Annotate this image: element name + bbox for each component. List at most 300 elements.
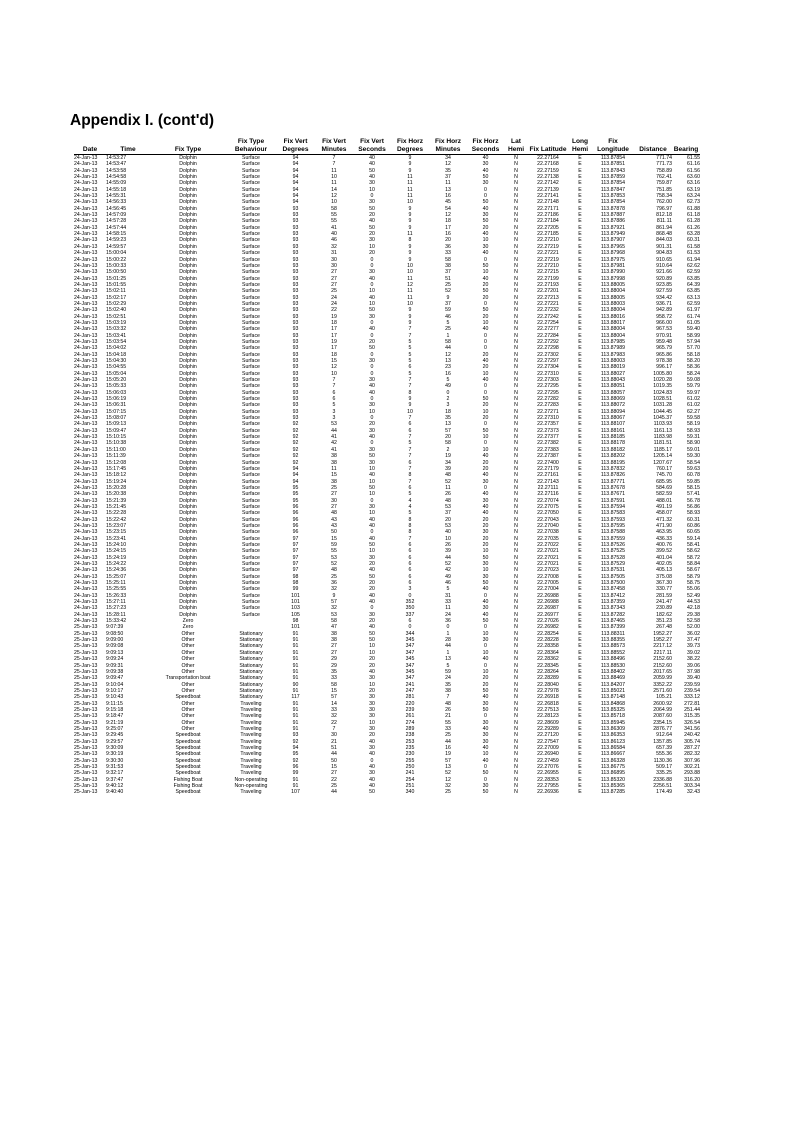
cell-fix-vert-minutes: 32 [331,713,337,720]
cell-time: 15:04:30 [106,358,127,364]
cell-bearing: 60.86 [687,522,700,529]
cell-fix-type-behaviour: Surface [242,389,260,396]
cell-fix-type-behaviour: Stationary [239,687,263,694]
cell-fix-latitude: 22.28364 [537,649,559,656]
col-header-fix-latitude: Fix Latitude [529,146,567,153]
cell-long-hemi: E [578,668,582,675]
cell-time: 9:29:57 [106,738,124,745]
cell-fix-vert-seconds: 30 [369,770,375,777]
cell-fix-vert-minutes: 27 [331,491,337,498]
cell-distance: 458.07 [656,510,672,517]
cell-fix-vert-seconds: 0 [370,497,374,504]
cell-time: 9:09:47 [106,675,124,682]
cell-fix-horz-seconds: 0 [484,300,487,307]
cell-bearing: 63.19 [687,186,700,193]
cell-fix-vert-degrees: 93 [292,224,299,231]
cell-fix-vert-seconds: 10 [369,510,375,517]
cell-fix-horz-seconds: 20 [482,516,489,523]
cell-long-hemi: E [578,250,582,257]
cell-lat-hemi: N [514,199,518,206]
cell-fix-horz-seconds: 50 [482,288,489,295]
cell-fix-type-behaviour: Stationary [239,630,263,637]
cell-fix-horz-seconds: 10 [482,567,489,574]
cell-lat-hemi: N [514,592,518,599]
cell-fix-type: Dolphin [179,396,197,403]
cell-long-hemi: E [578,643,582,650]
cell-long-hemi: E [578,675,582,682]
cell-fix-longitude: 113.85320 [600,776,626,783]
cell-fix-type-behaviour: Stationary [239,643,263,650]
cell-fix-latitude: 22.27978 [537,687,559,694]
cell-distance: 965.86 [656,351,672,358]
cell-fix-vert-minutes: 6 [332,396,336,403]
cell-fix-vert-seconds: 30 [369,675,375,682]
cell-fix-vert-degrees: 96 [292,764,299,770]
cell-fix-vert-minutes: 5 [332,402,336,409]
cell-fix-horz-degrees: 241 [405,770,415,777]
cell-bearing: 38.22 [687,656,700,663]
cell-time: 15:02:17 [106,294,127,301]
cell-time: 14:58:15 [106,231,127,238]
cell-fix-vert-degrees: 93 [292,402,299,409]
cell-distance: 812.18 [656,212,672,219]
cell-fix-vert-seconds: 40 [369,624,375,631]
cell-date: 24-Jan-13 [74,459,98,466]
cell-fix-vert-degrees: 97 [292,567,299,574]
cell-fix-vert-minutes: 38 [331,453,337,460]
cell-fix-type: Dolphin [179,497,197,504]
cell-fix-longitude: 113.88355 [600,637,626,644]
cell-long-hemi: E [578,218,582,225]
cell-time: 15:06:31 [106,402,127,409]
cell-fix-vert-seconds: 0 [370,757,374,764]
cell-date: 24-Jan-13 [74,256,98,263]
cell-fix-horz-seconds: 0 [484,186,487,193]
cell-date: 24-Jan-13 [74,618,98,625]
cell-bearing: 62.59 [687,300,700,307]
cell-fix-vert-seconds: 40 [369,472,375,479]
cell-fix-vert-degrees: 101 [291,592,300,599]
cell-fix-type: Dolphin [179,224,197,231]
cell-distance: 1103.93 [653,421,672,428]
cell-distance: 335.25 [656,770,672,777]
cell-fix-vert-degrees: 93 [292,205,299,212]
cell-fix-vert-minutes: 41 [331,434,337,441]
cell-fix-horz-seconds: 10 [482,434,489,441]
cell-fix-horz-degrees: 238 [405,732,415,739]
cell-fix-vert-minutes: 27 [331,643,337,650]
cell-fix-horz-minutes: 48 [445,472,451,479]
cell-lat-hemi: N [514,446,518,453]
cell-fix-horz-degrees: 9 [408,402,412,409]
cell-fix-vert-seconds: 20 [369,618,375,625]
cell-fix-vert-minutes: 21 [331,738,337,745]
cell-fix-type: Other [181,668,195,675]
cell-time: 15:08:07 [106,415,127,422]
cell-lat-hemi: N [514,503,518,510]
cell-bearing: 60.31 [687,516,700,523]
cell-fix-horz-minutes: 16 [445,744,451,751]
cell-fix-longitude: 113.88496 [600,656,626,663]
cell-lat-hemi: N [514,313,518,320]
cell-long-hemi: E [578,561,582,567]
cell-fix-horz-degrees: 8 [408,529,412,536]
cell-time: 9:10:17 [106,687,124,694]
cell-fix-longitude: 113.87412 [600,592,626,599]
cell-lat-hemi: N [514,167,518,174]
cell-fix-type: Dolphin [179,193,197,200]
cell-fix-horz-degrees: 9 [408,243,412,250]
cell-fix-type: Dolphin [179,478,197,485]
cell-fix-vert-degrees: 93 [292,415,299,422]
cell-fix-latitude: 22.27138 [537,174,559,181]
cell-fix-longitude: 113.87998 [600,275,626,282]
cell-fix-type: Speedboat [175,744,201,751]
cell-fix-horz-degrees: 10 [407,300,413,307]
cell-fix-latitude: 22.27295 [537,389,559,396]
cell-fix-vert-minutes: 10 [331,174,337,181]
cell-distance: 901.31 [656,243,672,250]
cell-bearing: 63.60 [687,174,700,181]
cell-fix-latitude: 22.28254 [537,630,559,637]
cell-fix-horz-minutes: 48 [445,497,451,504]
cell-fix-type-behaviour: Surface [242,186,260,193]
cell-fix-longitude: 113.87525 [600,548,626,555]
cell-long-hemi: E [578,275,582,282]
cell-fix-type-behaviour: Surface [242,548,260,555]
cell-fix-latitude: 22.27298 [537,345,559,352]
cell-distance: 685.95 [656,478,672,485]
cell-fix-vert-minutes: 25 [331,288,337,295]
cell-distance: 105.21 [656,694,672,701]
cell-date: 24-Jan-13 [74,218,98,225]
cell-date: 24-Jan-13 [74,269,98,276]
cell-fix-horz-minutes: 37 [445,510,451,517]
cell-time: 15:27:11 [106,599,126,606]
cell-fix-vert-seconds: 20 [369,662,375,669]
cell-distance: 965.79 [656,345,672,352]
cell-fix-vert-seconds: 40 [369,783,375,790]
cell-fix-vert-seconds: 10 [369,465,375,472]
cell-lat-hemi: N [514,580,518,587]
cell-fix-horz-minutes: 20 [445,237,451,244]
cell-distance: 912.64 [656,732,672,739]
cell-fix-vert-degrees: 92 [292,427,299,434]
cell-fix-longitude: 113.88107 [600,421,626,428]
cell-fix-type-behaviour: Surface [242,294,260,301]
cell-lat-hemi: N [514,174,518,181]
cell-distance: 174.49 [656,789,672,796]
cell-long-hemi: E [578,212,582,219]
cell-fix-vert-seconds: 40 [369,592,375,599]
cell-fix-vert-degrees: 92 [292,453,299,460]
cell-fix-type-behaviour: Traveling [240,751,262,758]
cell-fix-longitude: 113.86309 [600,725,626,732]
cell-fix-horz-degrees: 9 [408,256,412,263]
cell-fix-type-behaviour: Surface [242,535,260,542]
cell-fix-type: Dolphin [179,561,197,567]
cell-fix-horz-degrees: 239 [405,706,415,713]
cell-fix-vert-degrees: 98 [292,573,299,580]
cell-bearing: 59.58 [687,415,700,422]
cell-lat-hemi: N [514,586,518,593]
cell-fix-vert-degrees: 105 [291,611,300,618]
cell-fix-vert-seconds: 10 [369,243,375,250]
cell-distance: 182.62 [656,611,672,618]
cell-fix-horz-degrees: 5 [408,351,412,358]
cell-fix-longitude: 113.87887 [600,212,626,219]
cell-date: 24-Jan-13 [74,155,98,161]
cell-fix-horz-minutes: 48 [445,700,451,707]
cell-distance: 811.11 [656,218,672,225]
cell-lat-hemi: N [514,288,518,295]
cell-fix-latitude: 22.27074 [537,497,559,504]
cell-long-hemi: E [578,427,582,434]
cell-bearing: 61.02 [687,396,700,403]
cell-fix-latitude: 22.27219 [537,243,559,250]
cell-distance: 491.19 [656,503,672,510]
cell-fix-vert-seconds: 30 [369,503,375,510]
cell-fix-vert-seconds: 10 [369,681,375,688]
cell-fix-vert-minutes: 47 [331,624,337,631]
cell-fix-horz-degrees: 347 [405,675,415,682]
cell-fix-longitude: 113.88069 [600,396,626,403]
cell-fix-vert-degrees: 91 [292,719,299,726]
cell-time: 9:21:19 [106,719,124,726]
cell-date: 24-Jan-13 [74,580,98,587]
cell-fix-horz-minutes: 32 [445,783,451,790]
cell-long-hemi: E [578,516,582,523]
cell-fix-horz-degrees: 6 [408,421,412,428]
cell-fix-horz-seconds: 0 [484,332,487,339]
cell-fix-longitude: 113.88161 [600,427,626,434]
cell-distance: 927.59 [656,288,672,295]
cell-fix-longitude: 113.88195 [600,459,626,466]
cell-fix-longitude: 113.87985 [600,338,626,345]
cell-bearing: 316.20 [684,776,700,783]
cell-fix-vert-degrees: 91 [292,668,299,675]
cell-lat-hemi: N [514,783,518,790]
cell-fix-vert-seconds: 20 [369,732,375,739]
cell-fix-horz-minutes: 9 [446,294,450,301]
cell-fix-horz-degrees: 251 [405,783,415,790]
cell-fix-horz-seconds: 20 [482,364,489,371]
cell-time: 15:27:23 [106,605,127,612]
cell-bearing: 57.41 [687,491,700,498]
cell-lat-hemi: N [514,351,518,358]
cell-time: 15:26:33 [106,592,127,599]
cell-fix-horz-degrees: 5 [408,510,412,517]
cell-fix-horz-seconds: 0 [484,389,487,396]
cell-date: 25-Jan-13 [74,675,98,682]
cell-long-hemi: E [578,725,582,732]
cell-date: 24-Jan-13 [74,516,98,523]
cell-fix-vert-minutes: 40 [331,231,337,238]
cell-long-hemi: E [578,656,582,663]
cell-distance: 959.48 [656,338,672,345]
cell-fix-longitude: 113.85021 [600,687,626,694]
cell-lat-hemi: N [514,713,518,720]
cell-fix-horz-minutes: 12 [445,161,451,168]
cell-distance: 762.00 [656,199,672,206]
cell-fix-horz-minutes: 33 [445,250,451,257]
cell-fix-vert-degrees: 99 [292,586,299,593]
cell-lat-hemi: N [514,364,518,371]
cell-date: 24-Jan-13 [74,377,98,384]
cell-distance: 2336.88 [653,776,672,783]
cell-fix-vert-degrees: 97 [292,561,299,567]
cell-long-hemi: E [578,744,582,751]
cell-long-hemi: E [578,618,582,625]
cell-fix-horz-seconds: 40 [482,358,489,364]
cell-time: 15:23:15 [106,529,127,536]
cell-fix-horz-degrees: 347 [405,643,415,650]
cell-bearing: 59.40 [687,326,700,333]
cell-distance: 1020.28 [653,377,672,384]
cell-date: 24-Jan-13 [74,415,98,422]
cell-distance: 2256.51 [653,783,672,790]
cell-bearing: 52.00 [687,624,700,631]
cell-fix-horz-minutes: 1 [446,649,450,656]
cell-fix-horz-seconds: 0 [484,662,487,669]
cell-long-hemi: E [578,256,582,263]
cell-fix-longitude: 113.87965 [600,243,626,250]
cell-fix-vert-seconds: 40 [369,161,375,168]
cell-fix-horz-degrees: 7 [408,377,412,384]
cell-time: 15:06:03 [106,389,127,396]
cell-fix-horz-minutes: 3 [446,402,450,409]
cell-fix-horz-degrees: 347 [405,649,415,656]
cell-fix-type: Dolphin [179,288,197,295]
cell-long-hemi: E [578,408,582,415]
cell-fix-type: Dolphin [179,231,197,238]
cell-bearing: 59.31 [687,434,700,441]
cell-fix-type-behaviour: Traveling [240,738,262,745]
cell-fix-vert-degrees: 93 [292,319,299,326]
cell-fix-type-behaviour: Surface [242,484,260,491]
cell-fix-vert-minutes: 43 [331,522,337,529]
cell-fix-latitude: 22.27310 [537,370,559,377]
cell-long-hemi: E [578,541,582,548]
cell-fix-horz-minutes: 20 [445,516,451,523]
cell-lat-hemi: N [514,319,518,326]
cell-distance: 509.17 [656,764,672,770]
cell-bearing: 63.28 [687,231,700,238]
cell-date: 25-Jan-13 [74,738,98,745]
cell-fix-horz-seconds: 30 [482,605,489,612]
cell-fix-vert-seconds: 0 [370,319,374,326]
cell-date: 24-Jan-13 [74,567,98,574]
cell-fix-horz-minutes: 37 [445,300,451,307]
cell-fix-horz-degrees: 7 [408,465,412,472]
cell-bearing: 39.02 [687,649,700,656]
cell-date: 24-Jan-13 [74,319,98,326]
cell-date: 25-Jan-13 [74,624,98,631]
cell-time: 15:06:19 [106,396,127,403]
cell-time: 15:20:38 [106,491,127,498]
cell-date: 24-Jan-13 [74,440,98,447]
cell-bearing: 57.70 [687,345,700,352]
cell-fix-vert-degrees: 93 [292,732,299,739]
cell-fix-type-behaviour: Traveling [240,757,262,764]
cell-lat-hemi: N [514,281,518,288]
col-header-fix-vert-seconds: Fix Vert Seconds [358,138,386,153]
cell-date: 25-Jan-13 [74,694,98,701]
cell-bearing: 52.58 [687,618,700,625]
cell-fix-horz-minutes: 2 [446,396,450,403]
col-header-long-hemi: Long Hemi [571,138,589,153]
cell-fix-latitude: 22.27143 [537,478,559,485]
cell-fix-vert-minutes: 12 [331,364,337,371]
cell-fix-vert-degrees: 93 [292,256,299,263]
cell-date: 24-Jan-13 [74,529,98,536]
cell-fix-longitude: 113.87359 [600,599,626,606]
cell-fix-type: Other [181,662,195,669]
cell-fix-longitude: 113.87505 [600,573,626,580]
cell-fix-horz-degrees: 5 [408,440,412,447]
cell-fix-type: Dolphin [179,541,197,548]
cell-time: 14:56:33 [106,199,127,206]
cell-fix-vert-minutes: 27 [331,770,337,777]
cell-fix-vert-degrees: 93 [292,300,299,307]
cell-fix-longitude: 113.88004 [600,332,626,339]
cell-fix-type-behaviour: Surface [242,161,260,168]
cell-distance: 934.42 [656,294,672,301]
cell-distance: 375.08 [656,573,672,580]
cell-long-hemi: E [578,732,582,739]
cell-bearing: 60.31 [687,237,700,244]
cell-fix-longitude: 113.87593 [600,516,626,523]
cell-fix-horz-seconds: 0 [484,383,487,390]
cell-fix-vert-minutes: 18 [331,319,337,326]
cell-fix-longitude: 113.88005 [600,294,626,301]
cell-long-hemi: E [578,389,582,396]
cell-fix-vert-seconds: 30 [369,700,375,707]
cell-lat-hemi: N [514,719,518,726]
cell-date: 24-Jan-13 [74,193,98,200]
cell-fix-vert-seconds: 0 [370,281,374,288]
cell-bearing: 63.85 [687,288,700,295]
cell-date: 24-Jan-13 [74,338,98,345]
cell-long-hemi: E [578,491,582,498]
cell-lat-hemi: N [514,706,518,713]
cell-long-hemi: E [578,605,582,612]
cell-fix-type-behaviour: Surface [242,174,260,181]
cell-time: 9:31:53 [106,764,124,770]
cell-fix-type-behaviour: Surface [242,212,260,219]
cell-lat-hemi: N [514,237,518,244]
cell-fix-type-behaviour: Surface [242,167,260,174]
cell-fix-vert-seconds: 0 [370,605,374,612]
cell-fix-longitude: 113.87595 [600,522,626,529]
cell-fix-type: Dolphin [179,389,197,396]
cell-fix-vert-minutes: 7 [332,725,336,732]
cell-date: 25-Jan-13 [74,719,98,726]
cell-fix-type: Dolphin [179,402,197,409]
cell-distance: 1019.35 [653,383,672,390]
cell-fix-vert-minutes: 44 [331,789,337,796]
cell-fix-vert-degrees: 93 [292,212,299,219]
cell-fix-vert-seconds: 40 [369,522,375,529]
cell-fix-type: Dolphin [179,338,197,345]
cell-fix-type: Dolphin [179,186,197,193]
cell-fix-vert-minutes: 50 [331,757,337,764]
cell-date: 24-Jan-13 [74,205,98,212]
cell-fix-vert-minutes: 19 [331,338,337,345]
cell-fix-latitude: 22.26977 [537,611,559,618]
cell-fix-horz-degrees: 9 [408,167,412,174]
cell-fix-horz-minutes: 13 [445,421,451,428]
